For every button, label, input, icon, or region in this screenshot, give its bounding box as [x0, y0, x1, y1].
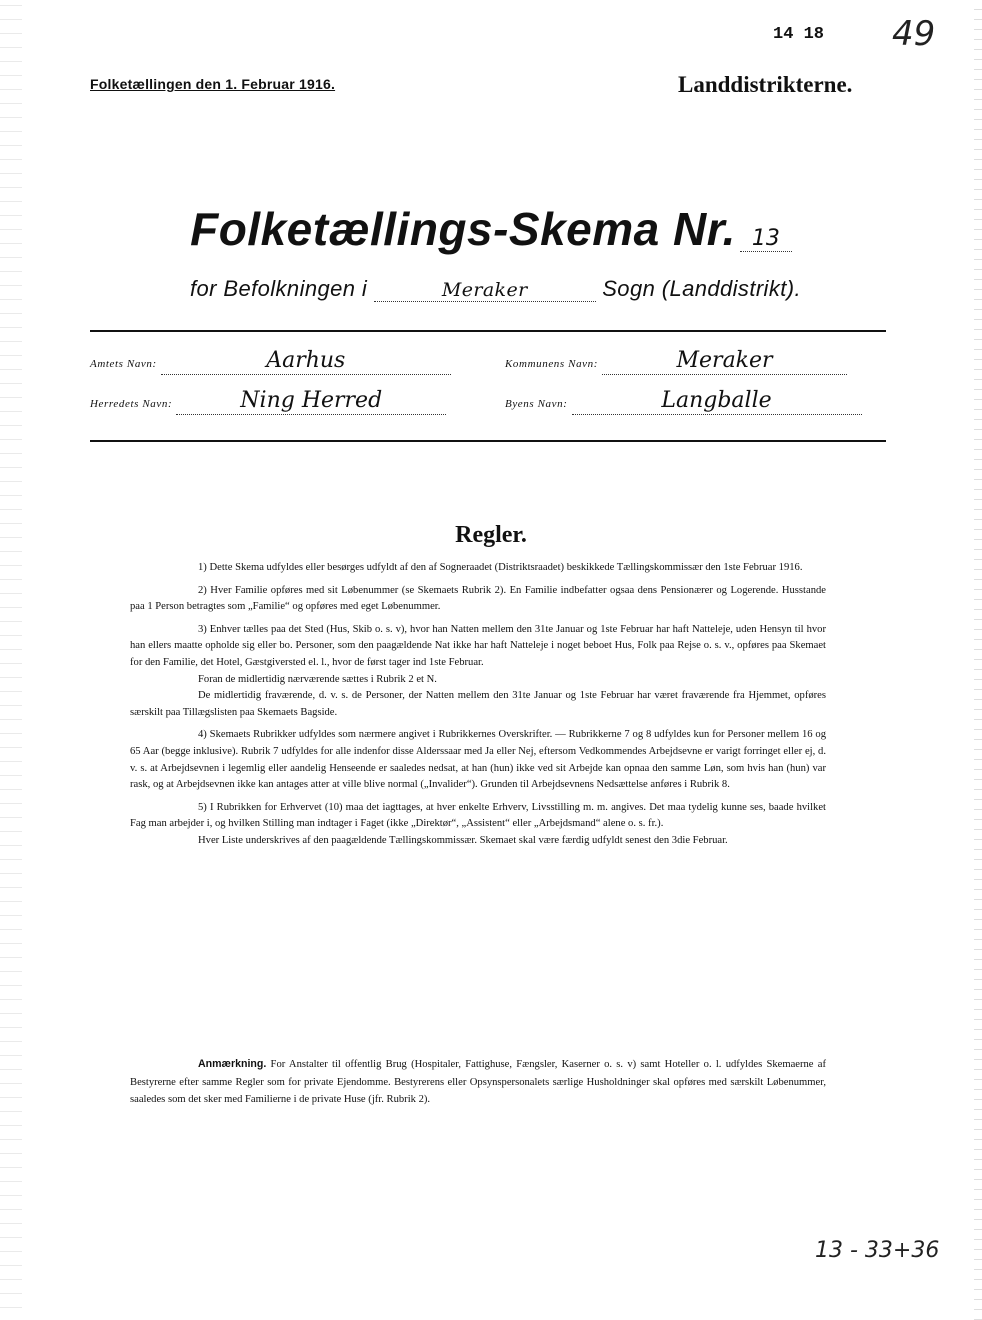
herred-field — [90, 388, 480, 415]
subtitle-suffix: Sogn (Landdistrikt). — [602, 276, 801, 301]
by-label: Byens Navn: — [505, 398, 568, 410]
rule-2: 2) Hver Familie opføres med sit Løbenummer (se Skemaets Rubrik 2). En Familie indbefatter ogsaa dens Pensionærer og Logerende. Husstande paa 1 Person betragtes som „Familie“ og opføres med eget Løbenummer. — [130, 584, 826, 613]
rule-4: 4) Skemaets Rubrikker udfyldes som nærmere angivet i Rubrikkernes Overskrifter. — Rubrikkerne 7 og 8 udfyldes kun for Personer mellem 16 og 65 Aar (begge inklusive). Rubrik 7 udfyldes for alle indenfor disse Alderssaar med Ja eller Nej, eftersom Vedkommendes Arbejdsevne er varigt forringet eller ej, d. v. s. at Arbejdsevnen i legemlig eller aandelig Henseende er saaledes nedsat, at han (hun) ikke ved sit Arbejde kan opnaa den samme Løn, som hvis han (hun) var rask, og at Arbejdsevnen ikke kan antages atter at ville blive normal („Invalider“). Grunden til Arbejdsevnens Nedsættelse anføres i Rubrik 8. — [130, 729, 826, 791]
rule-3-note-absent: De midlertidig fraværende, d. v. s. de Personer, der Natten mellem den 31te Januar og 1ste Februar har været fraværende fra Hjemmet, opføres særskilt paa Tillægslisten paa Skemaets Bagside. — [130, 690, 826, 718]
kommune-field — [505, 348, 890, 375]
herred-label: Herredets Navn: — [90, 398, 173, 410]
rule-1: 1) Dette Skema udfyldes eller besørges udfyldt af den af Sogneraadet (Distriktsraadet) beskikkede Tællingskommissær den 1ste Februar 1916. — [198, 562, 803, 573]
herred-value: Ning Herred — [176, 388, 446, 415]
divider-bottom — [90, 440, 886, 442]
district-type-header: Landdistrikterne. — [678, 72, 853, 97]
rule-signature: Hver Liste underskrives af den paagældende Tællingskommissær. Skemaet skal være færdig udfyldt senest den 3die Februar. — [198, 834, 728, 846]
subtitle-prefix: for Befolkningen i — [190, 276, 368, 301]
rules-heading: Regler. — [455, 522, 527, 548]
rules-body — [130, 560, 826, 856]
form-subtitle — [190, 276, 801, 302]
scan-border-right — [974, 0, 982, 1320]
handwritten-footer-note: 13 - 33+36 — [815, 1238, 940, 1263]
form-title — [0, 202, 982, 256]
rule-3-note-present: Foran de midlertidig nærværende sættes i Rubrik 2 et N. — [198, 673, 437, 685]
amt-value: Aarhus — [161, 348, 451, 375]
amt-field — [90, 348, 480, 375]
census-date-header: Folketællingen den 1. Februar 1916. — [90, 76, 336, 92]
sogn-value: Meraker — [374, 279, 596, 302]
by-value: Langballe — [572, 388, 862, 415]
remark-lead: Anmærkning. — [198, 1058, 267, 1070]
page-number: 14 18 — [773, 25, 825, 44]
rule-5: 5) I Rubrikken for Erhvervet (10) maa det iagttages, at hver enkelte Erhverv, Livsstilling m. m. angives. Det maa tydelig kunne ses, baade hvilket Fag man arbejder i, og hvilken Stilling man indtager i Faget (ikke „Direktør“, „Assistent“ eller „Arbejdsmand“ alene o. s. fr.). — [130, 801, 826, 830]
handwritten-number: 49 — [892, 14, 936, 54]
scan-border-left — [0, 0, 22, 1320]
kommune-label: Kommunens Navn: — [505, 358, 599, 370]
amt-label: Amtets Navn: — [90, 358, 157, 370]
divider-top — [90, 330, 886, 332]
remark-text: For Anstalter til offentlig Brug (Hospitaler, Fattighuse, Fængsler, Kaserner o. s. v) samt Hoteller o. l. udfyldes Skemaerne af Bestyrerne efter samme Regler som for private Ejendomme. Bestyrerens eller Opsynspersonalets særlige Husholdninger skal opføres med særskilt Løbenummer, saaledes som det sker med Familierne i de private Huse (jfr. Rubrik 2). — [130, 1059, 826, 1105]
by-field — [505, 388, 890, 415]
form-number: 13 — [740, 226, 792, 252]
form-title-text: Folketællings-Skema Nr. — [190, 203, 736, 255]
kommune-value: Meraker — [602, 348, 847, 375]
remark-paragraph — [130, 1056, 826, 1109]
rule-3: 3) Enhver tælles paa det Sted (Hus, Skib o. s. v), hvor han Natten mellem den 31te Januar og 1ste Februar har haft Natteleje, uden Hensyn til hvor han ellers maatte opholde sig eller bo. Personer, som den paagældende Nat ikke har haft Natteleje i noget beboet Hus, Folk paa Rejse o. s. v., opføres paa Skemaet for den Familie, det Hotel, Gæstgiversted el. l., hvor de først tager ind 1ste Februar. — [130, 623, 826, 668]
